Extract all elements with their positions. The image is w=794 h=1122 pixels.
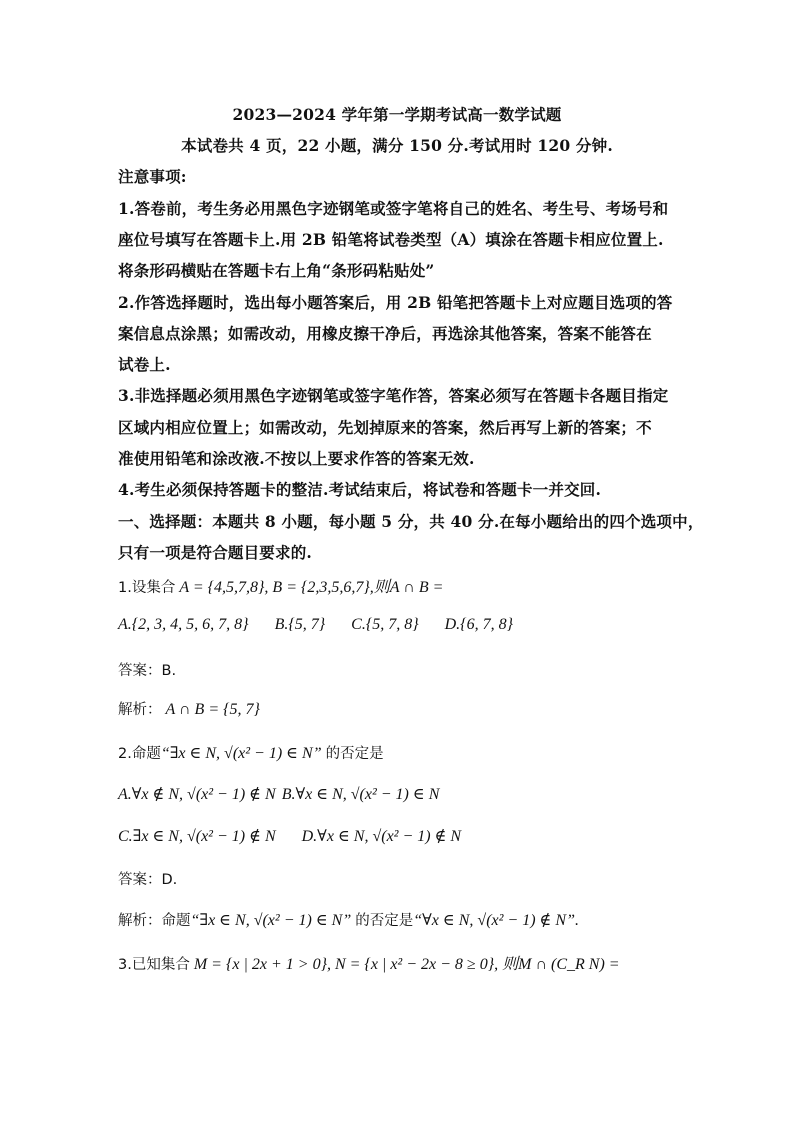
q2-options-row-2 (118, 826, 483, 846)
q2-analysis-label: 解析：命题 (118, 913, 191, 929)
q2-analysis-stmt2: “∀x ∈ N, √(x² − 1) ∉ N”. (413, 912, 579, 929)
q2-options-row-1 (118, 784, 461, 804)
notice-line-5: 案信息点涂黑；如需改动，用橡皮擦干净后，再选涂其他答案，答案不能答在 (118, 324, 652, 343)
q3-tail: 则M ∩ (C_R N) = (502, 956, 620, 973)
q1-options (118, 616, 535, 634)
q1-stem (118, 574, 443, 597)
q3-label: 3.已知集合 (118, 957, 190, 973)
notice-line-10: 4.考生必须保持答题卡的整洁.考试结束后，将试卷和答题卡一并交回. (118, 480, 602, 499)
q2-statement: “∃x ∈ N, √(x² − 1) ∈ N” (160, 745, 322, 762)
q1-analysis-math: A ∩ B = {5, 7} (165, 701, 260, 718)
q2-label: 2.命题 (118, 746, 161, 762)
q2-analysis-mid: 的否定是 (355, 913, 414, 929)
q2-analysis (118, 909, 579, 930)
notice-line-6: 试卷上. (118, 355, 171, 374)
q2-option-b: B.∀x ∈ N, √(x² − 1) ∈ N (281, 786, 440, 803)
exam-title: 2023—2024 学年第一学期考试高一数学试题 (232, 105, 562, 124)
notice-line-9: 准使用铅笔和涂改液.不按以上要求作答的答案无效. (118, 449, 475, 468)
q2-suffix: 的否定是 (325, 746, 384, 762)
notice-line-2: 座位号填写在答题卡上.用 2B 铅笔将试卷类型（A）填涂在答题卡相应位置上. (118, 230, 664, 249)
notice-heading: 注意事项: (118, 167, 187, 186)
section1-heading-line-1: 一、选择题：本题共 8 小题，每小题 5 分，共 40 分.在每小题给出的四个选项中， (118, 512, 704, 531)
notice-line-4: 2.作答选择题时，选出每小题答案后，用 2B 铅笔把答题卡上对应题目选项的答 (118, 293, 673, 312)
q1-math: A = {4,5,7,8}, B = {2,3,5,6,7},则A ∩ B = (179, 579, 444, 596)
notice-line-8: 区域内相应位置上；如需改动，先划掉原来的答案，然后再写上新的答案；不 (118, 418, 652, 437)
notice-line-7: 3.非选择题必须用黑色字迹钢笔或签字笔作答，答案必须写在答题卡各题目指定 (118, 386, 669, 405)
q2-option-c: C.∃x ∈ N, √(x² − 1) ∉ N (118, 828, 276, 845)
q1-option-a: A.{2, 3, 4, 5, 6, 7, 8} (118, 616, 249, 633)
notice-line-1: 1.答卷前，考生务必用黑色字迹钢笔或签字笔将自己的姓名、考生号、考场号和 (118, 199, 669, 218)
q1-answer: 答案：B. (118, 663, 177, 679)
q1-analysis (118, 698, 260, 719)
q1-analysis-label: 解析： (118, 702, 162, 718)
q2-stem (118, 742, 384, 763)
q1-label: 1.设集合 (118, 580, 176, 596)
q2-option-a: A.∀x ∉ N, √(x² − 1) ∉ N (118, 786, 276, 803)
q1-option-b: B.{5, 7} (274, 616, 326, 633)
q1-option-c: C.{5, 7, 8} (351, 616, 419, 633)
q3-math: M = {x | 2x + 1 > 0}, N = {x | x² − 2x − 8 ≥ 0}, (193, 956, 499, 973)
q3-stem (118, 951, 620, 974)
q2-answer: 答案：D. (118, 872, 178, 888)
q2-analysis-stmt1: “∃x ∈ N, √(x² − 1) ∈ N” (190, 912, 352, 929)
notice-line-3: 将条形码横贴在答题卡右上角“条形码粘贴处” (118, 261, 435, 280)
q1-option-d: D.{6, 7, 8} (444, 616, 513, 633)
q2-option-d: D.∀x ∈ N, √(x² − 1) ∉ N (301, 828, 462, 845)
section1-heading-line-2: 只有一项是符合题目要求的. (118, 543, 312, 562)
exam-subtitle: 本试卷共 4 页，22 小题，满分 150 分.考试用时 120 分钟. (181, 136, 613, 155)
